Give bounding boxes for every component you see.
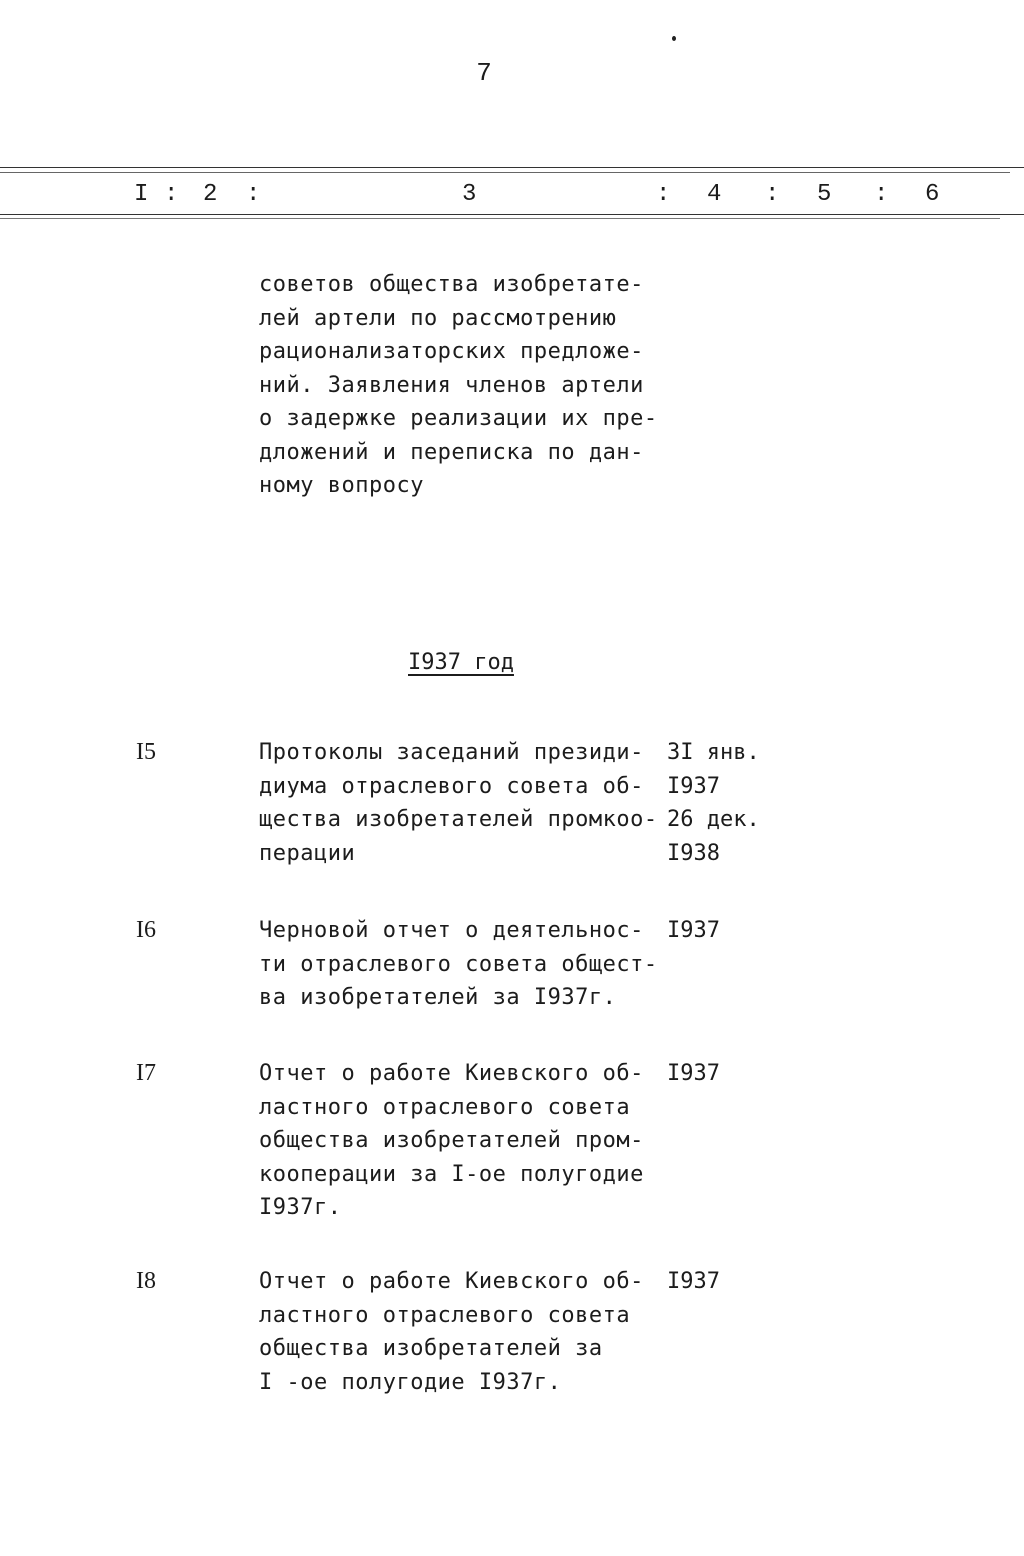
entry-dates: I937 [667,1269,720,1294]
column-header-2: 2 [203,181,218,208]
column-separator: : [246,181,261,208]
column-separator: : [656,181,671,208]
column-header-5: 5 [817,181,832,208]
table-header-rule-bottom-inner [0,218,1000,219]
entry-title: Отчет о работе Киевского об- ластного отраслевого совета общества изобретателей за I -ое полугодие I937г. [259,1269,644,1395]
entry-title: Протоколы заседаний президи- диума отраслевого совета об- щества изобретателей промкоо- перации [259,740,658,866]
column-separator: : [765,181,780,208]
column-header-4: 4 [707,181,722,208]
column-header-1: I [134,181,149,208]
column-header-3: 3 [462,181,477,208]
continuation-text: советов общества изобретате- лей артели по рассмотрению рационализаторских предложе- ний. Заявления членов артели о задержке реализации их пре- дложений и переписка по дан- ному вопросу [259,272,658,498]
table-header-rule-bottom [0,214,1024,215]
entry-number: I6 [136,917,156,943]
entry-dates: I937 [667,1061,720,1086]
table-header-rule-top [0,167,1024,168]
entry-title: Черновой отчет о деятельнос- ти отраслевого совета общест- ва изобретателей за I937г. [259,918,658,1010]
page-number: 7 [476,58,492,88]
entry-dates: I937 [667,918,720,943]
entry-number: I5 [136,739,156,765]
column-separator: : [164,181,179,208]
section-year-heading: I937 год [408,650,514,675]
entry-number: I7 [136,1060,156,1086]
entry-number: I8 [136,1268,156,1294]
table-header-rule-top-inner [0,172,1010,173]
ink-dot [672,36,676,41]
column-header-6: 6 [925,181,940,208]
entry-title: Отчет о работе Киевского об- ластного отраслевого совета общества изобретателей пром- кооперации за I-ое полугодие I937г. [259,1061,644,1220]
column-separator: : [874,181,889,208]
entry-dates: 3I янв. I937 26 дек. I938 [667,740,760,866]
